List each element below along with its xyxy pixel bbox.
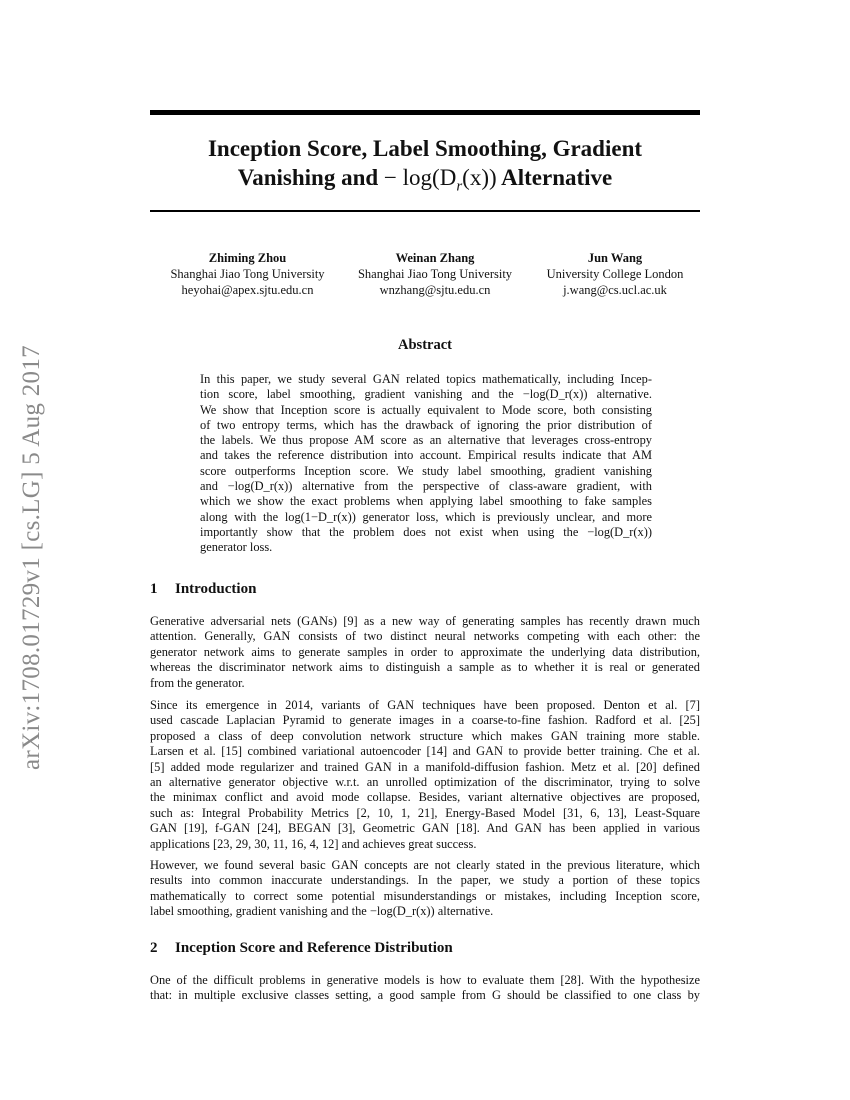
- paragraph-line: Generative adversarial nets (GANs) [9] as a new way of generating samples has recently drawn much: [150, 614, 700, 628]
- author-2: [340, 250, 530, 298]
- paragraph-line: from the generator.: [150, 675, 245, 690]
- paragraph-line: an alternative generator objective w.r.t. an unrolled optimization of the discriminator, trying to solve: [150, 775, 700, 790]
- paragraph-line: label smoothing, gradient vanishing and the −log(D_r(x)) alternative.: [150, 904, 494, 919]
- paragraph-line: whereas the discriminator network aims to distinguish a sample as to whether it is real or generated: [150, 660, 700, 675]
- abstract-line: along with the log(1−D_r(x)) generator loss, which is previously unclear, and more: [200, 509, 652, 524]
- paragraph-section2-1: [150, 973, 700, 1004]
- paragraph-line: However, we found several basic GAN concepts are not clearly stated in the previous literature, which: [150, 858, 700, 872]
- title-bottom-rule: [150, 210, 700, 212]
- paragraph-line: [5] added mode regularizer and trained GAN in a manifold-diffusion fashion. Metz et al. [20] defined: [150, 759, 700, 774]
- paragraph-intro-1: [150, 614, 700, 691]
- paragraph-line: generator network aims to generate samples in order to approximate the underlying data distribution,: [150, 644, 700, 659]
- abstract-line: and takes the reference distribution into account. Empirical results indicate that AM: [200, 448, 652, 463]
- paragraph-line: One of the difficult problems in generative models is how to evaluate them [28]. With the hypothesize: [150, 973, 700, 987]
- abstract-line: We show that Inception score is actually equivalent to Mode score, both consisting: [200, 402, 652, 417]
- section-number: 1: [150, 581, 158, 597]
- paragraph-line: GAN [19], f-GAN [24], BEGAN [3], Geometric GAN [18]. And GAN has been applied in various: [150, 821, 700, 836]
- author-block: [150, 250, 700, 300]
- paragraph-line: proposed a class of deep convolution network structure which makes GAN training more stable.: [150, 728, 700, 743]
- section-title: Introduction: [175, 581, 257, 597]
- author-name: Jun Wang: [587, 251, 643, 265]
- paragraph-line: results into common inaccurate understandings. In the paper, we study a portion of these topics: [150, 873, 700, 888]
- author-name: Zhiming Zhou: [208, 251, 287, 265]
- paragraph-line: the minimax conflict and avoid mode collapse. Besides, variant alternative objectives are proposed,: [150, 790, 700, 805]
- author-email: heyohai@apex.sjtu.edu.cn: [181, 283, 314, 297]
- paragraph-intro-2: [150, 698, 700, 852]
- section-heading-introduction: [150, 581, 256, 598]
- paragraph-line: Since its emergence in 2014, variants of GAN techniques have been proposed. Denton et al. [7]: [150, 698, 700, 712]
- title-top-rule: [150, 110, 700, 115]
- section-number: 2: [150, 940, 158, 956]
- author-name: Weinan Zhang: [395, 251, 475, 265]
- abstract-line: importantly show that the problem does not exist when using the −log(D_r(x)): [200, 524, 652, 539]
- abstract-line: the labels. We thus propose AM score as an alternative that leverages cross-entropy: [200, 433, 652, 448]
- section-title: Inception Score and Reference Distribution: [175, 940, 453, 956]
- arxiv-stamp: arXiv:1708.01729v1 [cs.LG] 5 Aug 2017: [18, 345, 45, 770]
- paragraph-line: attention. Generally, GAN consists of two distinct neural networks competing with each other: the: [150, 629, 700, 644]
- author-3: [530, 250, 700, 298]
- title-math: − $\log(D_r(x))$: [383, 165, 497, 195]
- author-affiliation: University College London: [546, 267, 684, 281]
- paragraph-line: applications [23, 29, 30, 11, 16, 4, 12] and achieves great success.: [150, 836, 477, 851]
- paragraph-line: that: in multiple exclusive classes setting, a good sample from G should be classified to one class by: [150, 988, 700, 1003]
- paper-title: [150, 134, 700, 202]
- paragraph-intro-3: [150, 858, 700, 920]
- paragraph-line: used cascade Laplacian Pyramid to generate images in a coarse-to-fine fashion. Radford et al. [25]: [150, 713, 700, 728]
- abstract-line: In this paper, we study several GAN related topics mathematically, including Incep-: [200, 372, 652, 386]
- author-affiliation: Shanghai Jiao Tong University: [170, 267, 325, 281]
- abstract-line: and −log(D_r(x)) alternative from the perspective of class-aware gradient, with: [200, 479, 652, 494]
- abstract-line: of two entropy terms, which has the drawback of ignoring the prior distribution of: [200, 417, 652, 432]
- author-affiliation: Shanghai Jiao Tong University: [357, 267, 513, 281]
- paragraph-line: Larsen et al. [15] combined variational autoencoder [14] and GAN to provide better training. Che et al.: [150, 744, 700, 759]
- paragraph-line: such as: Integral Probability Metrics [2, 10, 1, 21], Energy-Based Model [31, 6, 13], Least-Square: [150, 805, 700, 820]
- title-line-2: Vanishing and − $\log(D_r(x))$ Alternative: [237, 165, 613, 195]
- author-email: wnzhang@sjtu.edu.cn: [379, 283, 491, 297]
- author-email: j.wang@cs.ucl.ac.uk: [563, 283, 667, 297]
- abstract-line: tion score, label smoothing, gradient vanishing and the −log(D_r(x)) alternative.: [200, 387, 652, 402]
- paragraph-line: mathematically to correct some potential misunderstandings or mistakes, including Inception score,: [150, 888, 700, 903]
- title-line-1: Inception Score, Label Smoothing, Gradient: [207, 136, 643, 161]
- abstract-line: generator loss.: [200, 540, 273, 555]
- section-heading-inception-score: [150, 940, 453, 957]
- author-1: [150, 250, 345, 298]
- abstract-body: [200, 372, 652, 556]
- abstract-line: which we show the exact problems when applying label smoothing to fake samples: [200, 494, 652, 509]
- abstract-heading: Abstract: [398, 337, 452, 353]
- abstract-line: score outperforms Inception score. We study label smoothing, gradient vanishing: [200, 463, 652, 478]
